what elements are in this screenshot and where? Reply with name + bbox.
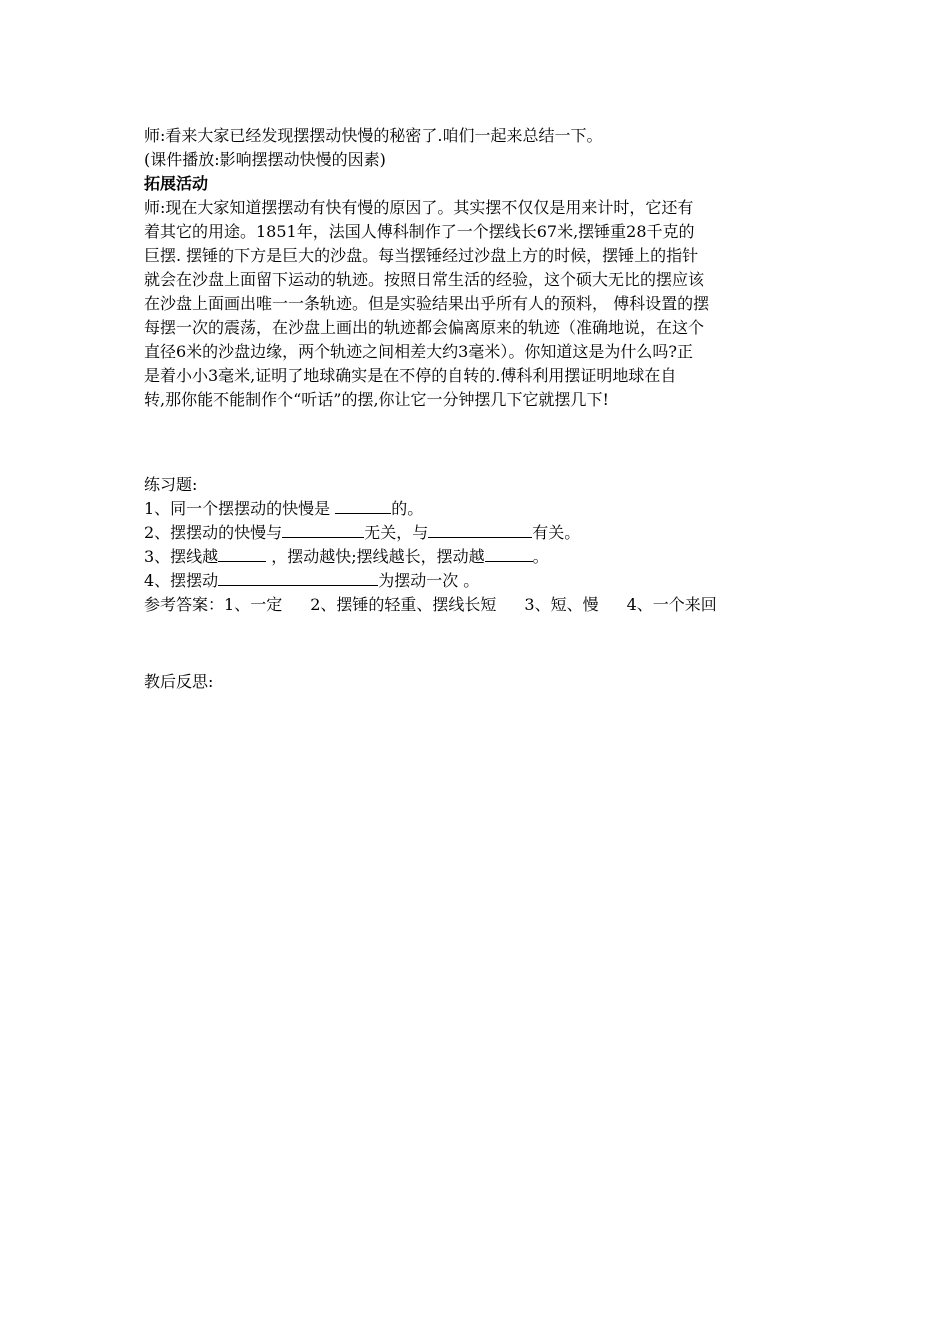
q3-text-before: 3、摆线越: [144, 547, 219, 566]
answer-1: 1、一定: [224, 595, 283, 614]
intro-section: [144, 124, 814, 412]
extension-line-7: 直径6米的沙盘边缘，两个轨迹之间相差大约3毫米）。你知道这是为什么吗?正: [144, 342, 693, 361]
extension-heading: 拓展活动: [144, 174, 209, 193]
teacher-summary-line: 师:看来大家已经发现摆摆动快慢的秘密了.咱们一起来总结一下。: [144, 126, 603, 145]
q3-text-after: 。: [532, 547, 549, 566]
q1-answer-blank[interactable]: [335, 497, 391, 514]
q1-text-before: 1、同一个摆摆动的快慢是: [144, 499, 336, 518]
reflection-heading: 教后反思:: [144, 672, 214, 691]
q3-answer-blank-1[interactable]: [218, 545, 266, 562]
q2-answer-blank-1[interactable]: [282, 521, 364, 538]
q2-text-before: 2、摆摆动的快慢与: [144, 523, 283, 542]
q2-answer-blank-2[interactable]: [428, 521, 532, 538]
reference-answers-line: [144, 593, 814, 617]
q2-text-middle: 无关，与: [364, 523, 429, 542]
answer-3: 3、短、慢: [524, 595, 599, 614]
extension-line-6: 每摆一次的震荡，在沙盘上画出的轨迹都会偏离原来的轨迹（准确地说，在这个: [144, 318, 705, 337]
exercises-heading: 练习题:: [144, 475, 198, 494]
q3-text-middle: ，摆动越快;摆线越长，摆动越: [266, 547, 485, 566]
exercise-question-2: [144, 521, 814, 545]
q4-answer-blank[interactable]: [218, 569, 378, 586]
extension-line-8: 是着小小3毫米,证明了地球确实是在不停的自转的.傅科利用摆证明地球在自: [144, 366, 677, 385]
extension-line-2: 着其它的用途。1851年，法国人傅科制作了一个摆线长67米,摆锤重28千克的: [144, 222, 695, 241]
reflection-section: [144, 670, 814, 694]
answer-2: 2、摆锤的轻重、摆线长短: [310, 595, 497, 614]
exercise-question-4: [144, 569, 814, 593]
q3-answer-blank-2[interactable]: [485, 545, 533, 562]
exercises-section: [144, 473, 814, 617]
extension-line-3: 巨摆. 摆锤的下方是巨大的沙盘。每当摆锤经过沙盘上方的时候，摆锤上的指针: [144, 246, 699, 265]
q2-text-after: 有关。: [532, 523, 581, 542]
answer-4: 4、一个来回: [626, 595, 717, 614]
q4-text-after: 为摆动一次 。: [378, 571, 480, 590]
extension-line-1: 师:现在大家知道摆摆动有快有慢的原因了。其实摆不仅仅是用来计时，它还有: [144, 198, 694, 217]
answers-label: 参考答案：: [144, 595, 225, 614]
q1-text-after: 的。: [391, 499, 424, 518]
extension-line-5: 在沙盘上面画出唯一一条轨迹。但是实验结果出乎所有人的预料， 傅科设置的摆: [144, 294, 710, 313]
courseware-line: (课件播放:影响摆摆动快慢的因素): [144, 150, 386, 169]
exercise-question-3: [144, 545, 814, 569]
exercise-question-1: [144, 497, 814, 521]
extension-line-4: 就会在沙盘上面留下运动的轨迹。按照日常生活的经验，这个硕大无比的摆应该: [144, 270, 705, 289]
extension-line-9: 转,那你能不能制作个“听话”的摆,你让它一分钟摆几下它就摆几下!: [144, 390, 609, 409]
q4-text-before: 4、摆摆动: [144, 571, 219, 590]
